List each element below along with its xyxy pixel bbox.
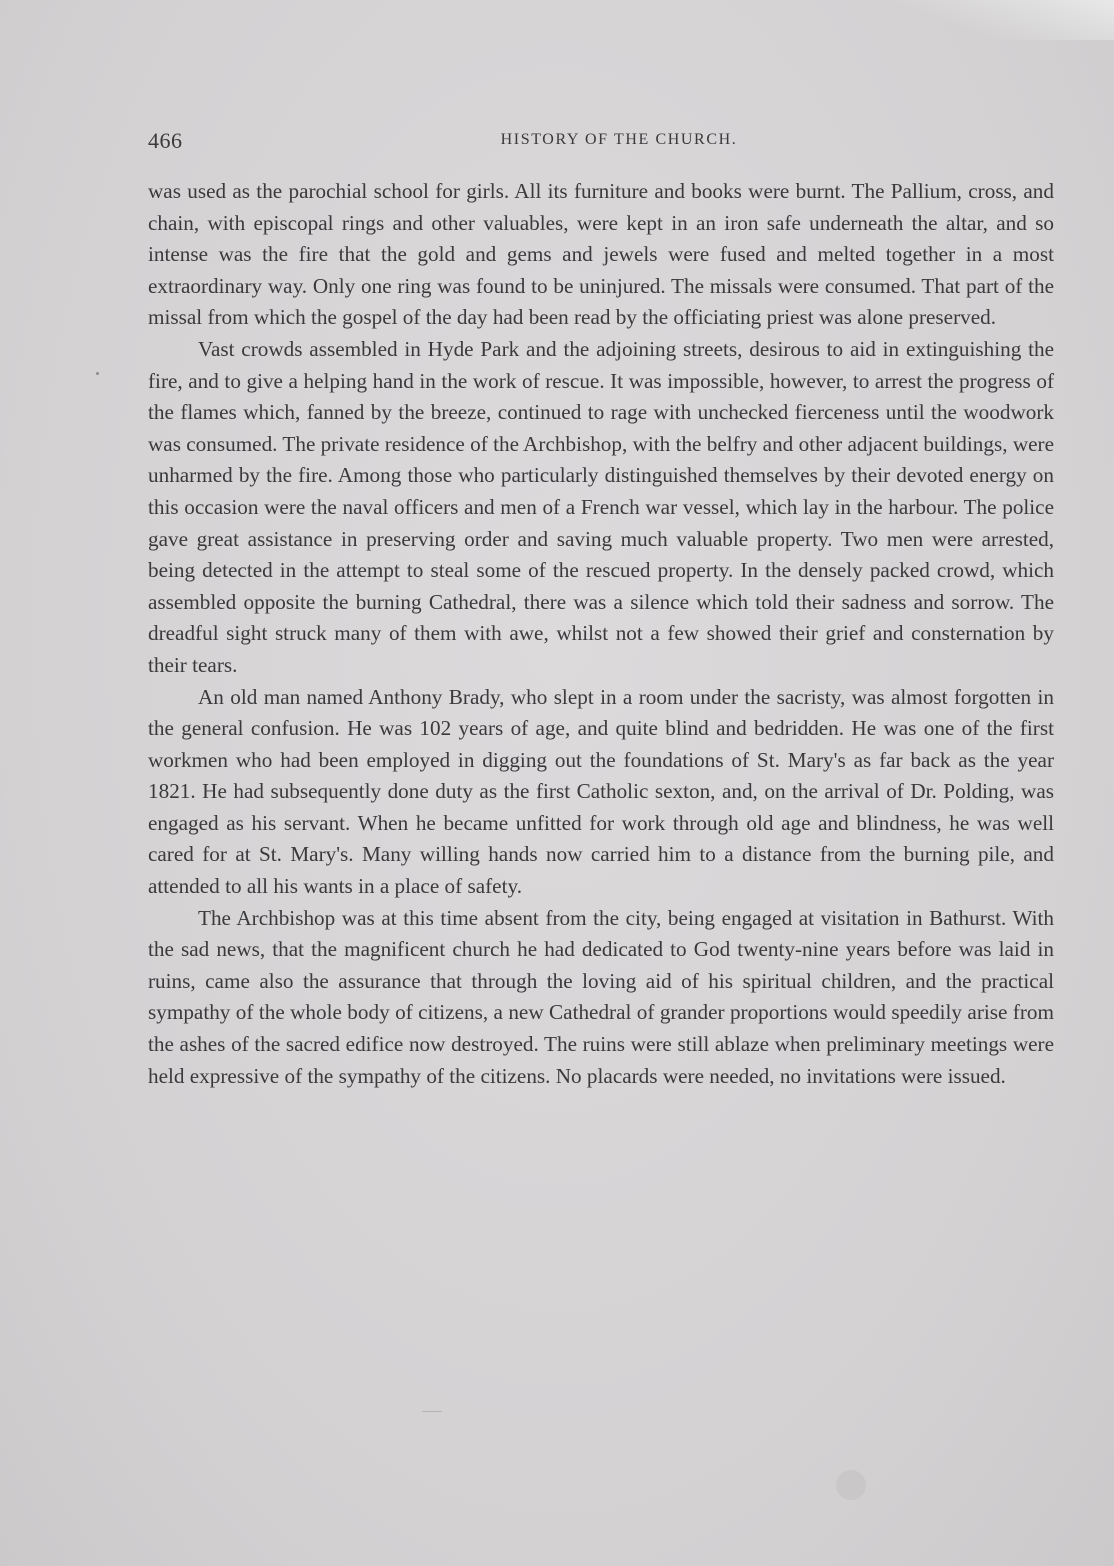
paper-speck — [96, 372, 99, 375]
paragraph: The Archbishop was at this time absent from the city, being engaged at visitation in Bathurst. With the sad news, that the magnificent church he had dedicated to God twenty-nine years before was laid in ruins, came also the assurance that through the loving aid of his spiritual children, and the practical sympathy of the whole body of citizens, a new Cathedral of grander proportions would speedily arise from the ashes of the sacred edifice now destroyed. The ruins were still ablaze when preliminary meetings were held expressive of the sympathy of the citizens. No placards were needed, no invitations were issued. — [148, 905, 1054, 1088]
page-number: 466 — [148, 128, 183, 153]
paper-stain — [836, 1470, 866, 1500]
paragraph: was used as the parochial school for girls. All its furniture and books were burnt. The Pallium, cross, and chain, with episcopal rings and other valuables, were kept in an iron safe underneath the altar, and so intense was the fire that the gold and gems and jewels were fused and melted together in a most extraordinary way. Only one ring was found to be uninjured. The missals were consumed. That part of the missal from which the gospel of the day had been read by the officiating priest was alone preserved. — [148, 179, 1054, 330]
paragraph: An old man named Anthony Brady, who slept in a room under the sacristy, was almost forgotten in the general confusion. He was 102 years of age, and quite blind and bedridden. He was one of the first workmen who had been employed in digging out the foundations of St. Mary's as far back as the year 1821. He had subsequently done duty as the first Catholic sexton, and, on the arrival of Dr. Polding, was engaged as his servant. When he became unfitted for work through old age and blindness, he was well cared for at St. Mary's. Many willing hands now carried him to a distance from the burning pile, and attended to all his wants in a place of safety. — [148, 684, 1054, 899]
body-text — [148, 176, 1054, 1092]
paragraph: Vast crowds assembled in Hyde Park and the adjoining streets, desirous to aid in extinguishing the fire, and to give a helping hand in the work of rescue. It was impossible, however, to arrest the progress of the flames which, fanned by the breeze, continued to rage with unchecked fierceness until the woodwork was consumed. The private residence of the Archbishop, with the belfry and other adjacent buildings, were unharmed by the fire. Among those who particularly distinguished themselves by their devoted energy on this occasion were the naval officers and men of a French war vessel, which lay in the harbour. The police gave great assistance in preserving order and saving much valuable property. Two men were arrested, being detected in the attempt to steal some of the rescued property. In the densely packed crowd, which assembled opposite the burning Cathedral, there was a silence which told their sadness and sorrow. The dreadful sight struck many of them with awe, whilst not a few showed their grief and consternation by their tears. — [148, 336, 1054, 677]
footer-mark — [422, 1411, 442, 1412]
page-header — [148, 128, 1054, 156]
running-head: HISTORY OF THE CHURCH. — [500, 131, 738, 148]
page-corner-shade — [894, 0, 1114, 40]
